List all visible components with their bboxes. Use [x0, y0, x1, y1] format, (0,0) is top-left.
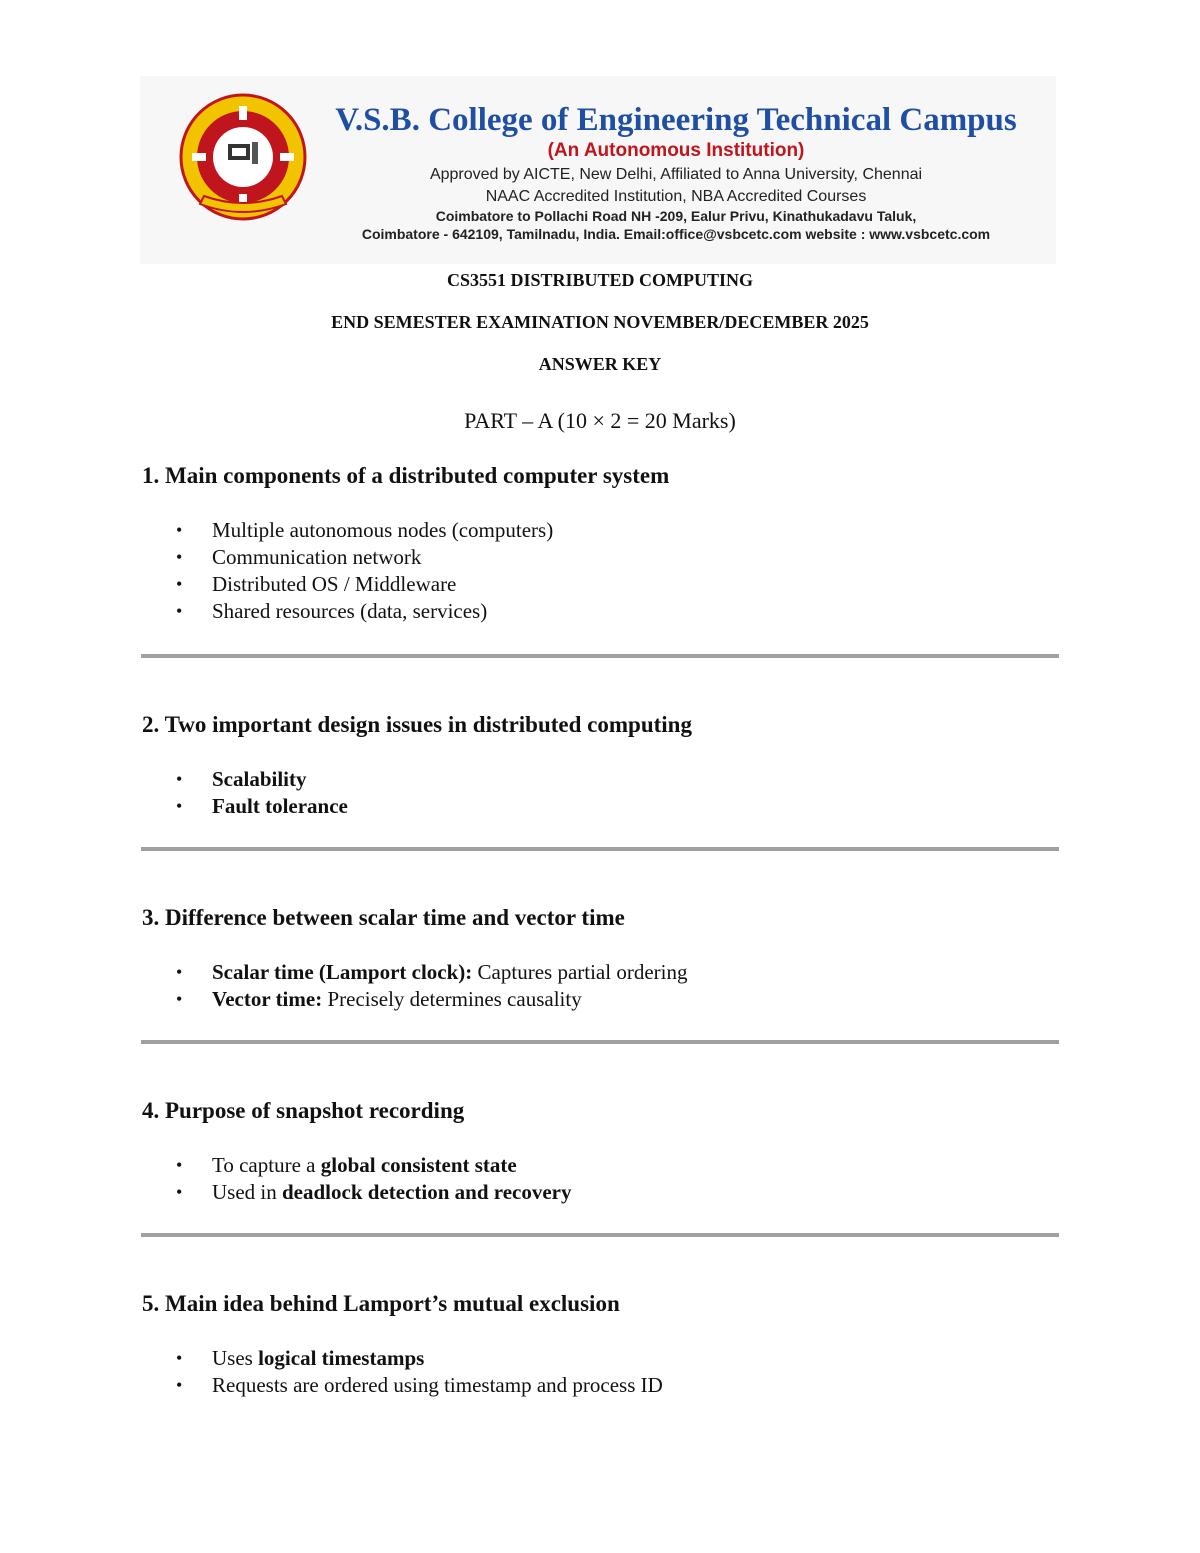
bullet-text: Multiple autonomous nodes (computers) — [212, 518, 554, 542]
college-approval: Approved by AICTE, New Delhi, Affiliated to Anna University, Chennai — [429, 166, 923, 183]
section-divider — [141, 1233, 1059, 1237]
college-status: (An Autonomous Institution) — [547, 140, 805, 161]
bullet-text: Precisely determines causality — [322, 987, 582, 1011]
question-4 — [142, 1098, 1060, 1206]
answer-list — [142, 1152, 1060, 1206]
question-3 — [142, 905, 1060, 1013]
list-item — [142, 517, 1060, 544]
bullet-text: Fault tolerance — [212, 794, 348, 818]
bullet-icon: • — [176, 1155, 183, 1175]
bullet-term: Vector time: — [212, 987, 323, 1011]
section-divider — [141, 654, 1059, 658]
college-name: V.S.B. College of Engineering Technical Campus — [335, 102, 1017, 138]
bullet-icon: • — [176, 769, 183, 789]
bullet-icon: • — [176, 1348, 183, 1368]
answer-list — [142, 766, 1060, 820]
bullet-text: Shared resources (data, services) — [212, 599, 488, 623]
bullet-icon: • — [176, 574, 183, 594]
bullet-icon: • — [176, 796, 183, 816]
bullet-icon: • — [176, 520, 183, 540]
answer-list — [142, 1345, 1060, 1399]
college-logo-icon — [178, 92, 308, 222]
list-item — [142, 959, 1060, 986]
bullet-icon: • — [176, 989, 183, 1009]
bullet-icon: • — [176, 601, 183, 621]
list-item — [142, 1345, 1060, 1372]
bullet-icon: • — [176, 1375, 183, 1395]
list-item — [142, 793, 1060, 820]
college-address-line2: Coimbatore - 642109, Tamilnadu, India. Email:office@vsbcetc.com website : www.vsbcetc.com — [361, 226, 991, 242]
bullet-text: Scalability — [212, 767, 307, 791]
list-item — [142, 1372, 1060, 1399]
college-address-line1: Coimbatore to Pollachi Road NH -209, Ealur Privu, Kinathukadavu Taluk, — [435, 208, 917, 224]
bullet-text: Communication network — [212, 545, 422, 569]
section-divider — [141, 847, 1059, 851]
list-item — [142, 986, 1060, 1013]
question-title: 4. Purpose of snapshot recording — [142, 1098, 465, 1123]
list-item — [142, 1152, 1060, 1179]
section-divider — [141, 1040, 1059, 1044]
question-2 — [142, 712, 1060, 820]
college-accreditation: NAAC Accredited Institution, NBA Accredited Courses — [485, 188, 867, 205]
bullet-icon: • — [176, 1182, 183, 1202]
answer-list — [142, 959, 1060, 1013]
question-1 — [142, 463, 1060, 625]
bullet-icon: • — [176, 547, 183, 567]
question-title: 5. Main idea behind Lamport’s mutual exclusion — [142, 1291, 620, 1316]
bullet-text: Distributed OS / Middleware — [212, 572, 457, 596]
list-item — [142, 544, 1060, 571]
bullet-term: global consistent state — [320, 1153, 517, 1177]
question-title: 3. Difference between scalar time and vector time — [142, 905, 625, 930]
list-item — [142, 766, 1060, 793]
bullet-icon: • — [176, 962, 183, 982]
bullet-text: Captures partial ordering — [472, 960, 688, 984]
answer-key-title: ANSWER KEY — [538, 354, 662, 374]
course-title: CS3551 DISTRIBUTED COMPUTING — [446, 270, 754, 290]
bullet-term: logical timestamps — [258, 1346, 425, 1370]
answer-list — [142, 517, 1060, 625]
bullet-text: Used in — [212, 1180, 282, 1204]
question-title: 2. Two important design issues in distributed computing — [142, 712, 692, 737]
question-title: 1. Main components of a distributed computer system — [142, 463, 670, 488]
exam-title: END SEMESTER EXAMINATION NOVEMBER/DECEMBER 2025 — [331, 312, 869, 332]
part-heading: PART – A (10 × 2 = 20 Marks) — [464, 408, 736, 433]
bullet-term: Scalar time (Lamport clock): — [212, 960, 473, 984]
bullet-term: deadlock detection and recovery — [282, 1180, 572, 1204]
list-item — [142, 571, 1060, 598]
question-5 — [142, 1291, 1060, 1399]
bullet-text: Requests are ordered using timestamp and process ID — [212, 1373, 663, 1397]
list-item — [142, 1179, 1060, 1206]
college-header-banner — [140, 76, 1056, 264]
bullet-text: Uses — [212, 1346, 259, 1370]
bullet-text: To capture a — [212, 1153, 321, 1177]
list-item — [142, 598, 1060, 625]
